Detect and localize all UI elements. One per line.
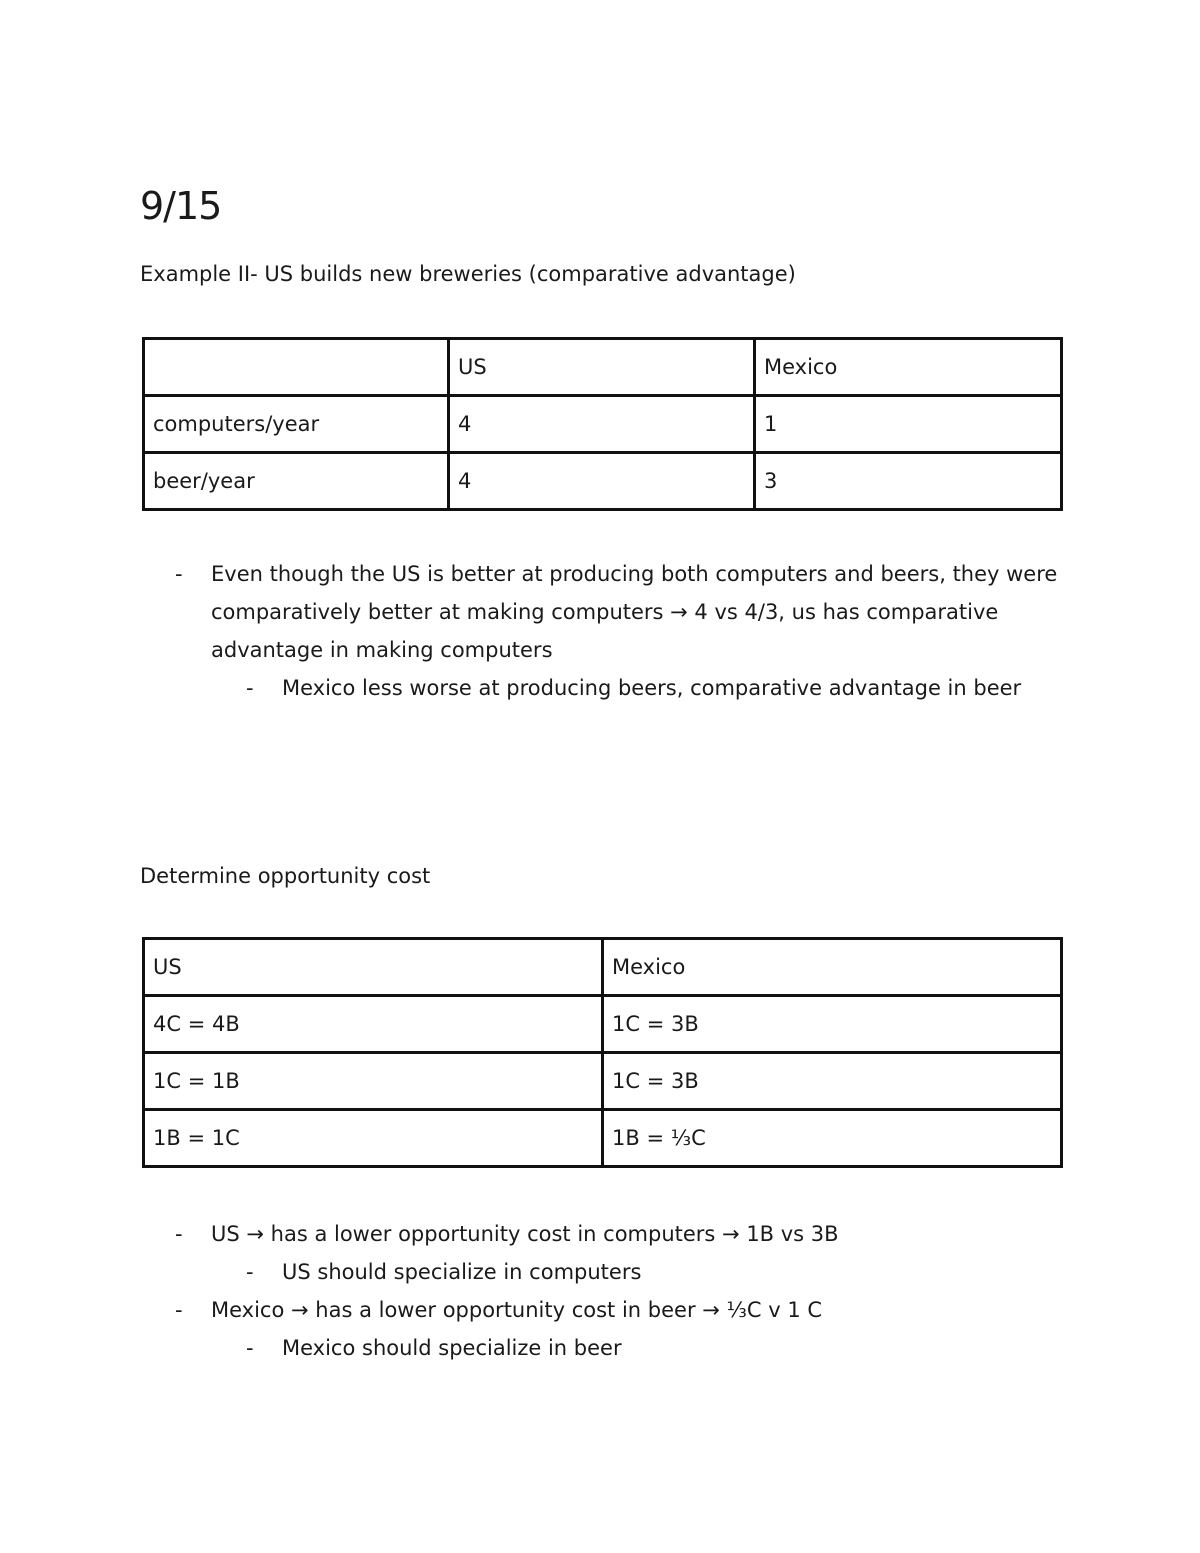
list-item-text: US should specialize in computers <box>282 1260 642 1284</box>
table-cell: 1 <box>755 396 1062 453</box>
opportunity-title: Determine opportunity cost <box>140 864 431 888</box>
table-cell: US <box>449 339 755 396</box>
bullet-dash: - <box>175 562 183 586</box>
table-cell: 1C = 3B <box>603 996 1062 1053</box>
table-cell: Mexico <box>603 939 1062 996</box>
table-cell: beer/year <box>144 453 449 510</box>
table-cell <box>144 339 449 396</box>
table-header-row <box>144 339 1062 396</box>
table-cell: 4C = 4B <box>144 996 603 1053</box>
example-title: Example II- US builds new breweries (comparative advantage) <box>140 262 796 286</box>
list-item-text: Mexico should specialize in beer <box>282 1336 622 1360</box>
table-cell: 4 <box>449 396 755 453</box>
bullet-dash: - <box>246 676 254 700</box>
list-item-text: Even though the US is better at producing both computers and beers, they were comparatively better at making computers → 4 vs 4/3, us has comparative advantage in making computers <box>211 562 1058 662</box>
list-item <box>246 669 1062 707</box>
table-cell: 1C = 1B <box>144 1053 603 1110</box>
table-cell: 3 <box>755 453 1062 510</box>
table-cell: US <box>144 939 603 996</box>
list-item-text: Mexico → has a lower opportunity cost in beer → ⅓C v 1 C <box>211 1298 823 1322</box>
example-notes <box>0 555 1071 707</box>
list-item <box>246 1329 1062 1367</box>
bullet-dash: - <box>175 1222 183 1246</box>
table-cell: Mexico <box>755 339 1062 396</box>
table-row <box>144 453 1062 510</box>
table-cell: 1B = 1C <box>144 1110 603 1167</box>
list-item <box>175 555 1071 669</box>
table-row <box>144 1053 1062 1110</box>
opportunity-cost-table <box>142 937 1063 1168</box>
bullet-dash: - <box>246 1336 254 1360</box>
table-cell: 4 <box>449 453 755 510</box>
table-row <box>144 1110 1062 1167</box>
bullet-dash: - <box>246 1260 254 1284</box>
list-item <box>175 1291 1071 1329</box>
list-item-text: Mexico less worse at producing beers, comparative advantage in beer <box>282 676 1022 700</box>
list-item-text: US → has a lower opportunity cost in computers → 1B vs 3B <box>211 1222 839 1246</box>
production-table <box>142 337 1063 511</box>
table-header-row <box>144 939 1062 996</box>
date-heading: 9/15 <box>140 184 222 228</box>
list-item <box>246 1253 1062 1291</box>
table-cell: 1B = ⅓C <box>603 1110 1062 1167</box>
table-row <box>144 996 1062 1053</box>
table-cell: computers/year <box>144 396 449 453</box>
list-item <box>175 1215 1071 1253</box>
opportunity-notes <box>0 1215 1071 1367</box>
table-cell: 1C = 3B <box>603 1053 1062 1110</box>
table-row <box>144 396 1062 453</box>
bullet-dash: - <box>175 1298 183 1322</box>
